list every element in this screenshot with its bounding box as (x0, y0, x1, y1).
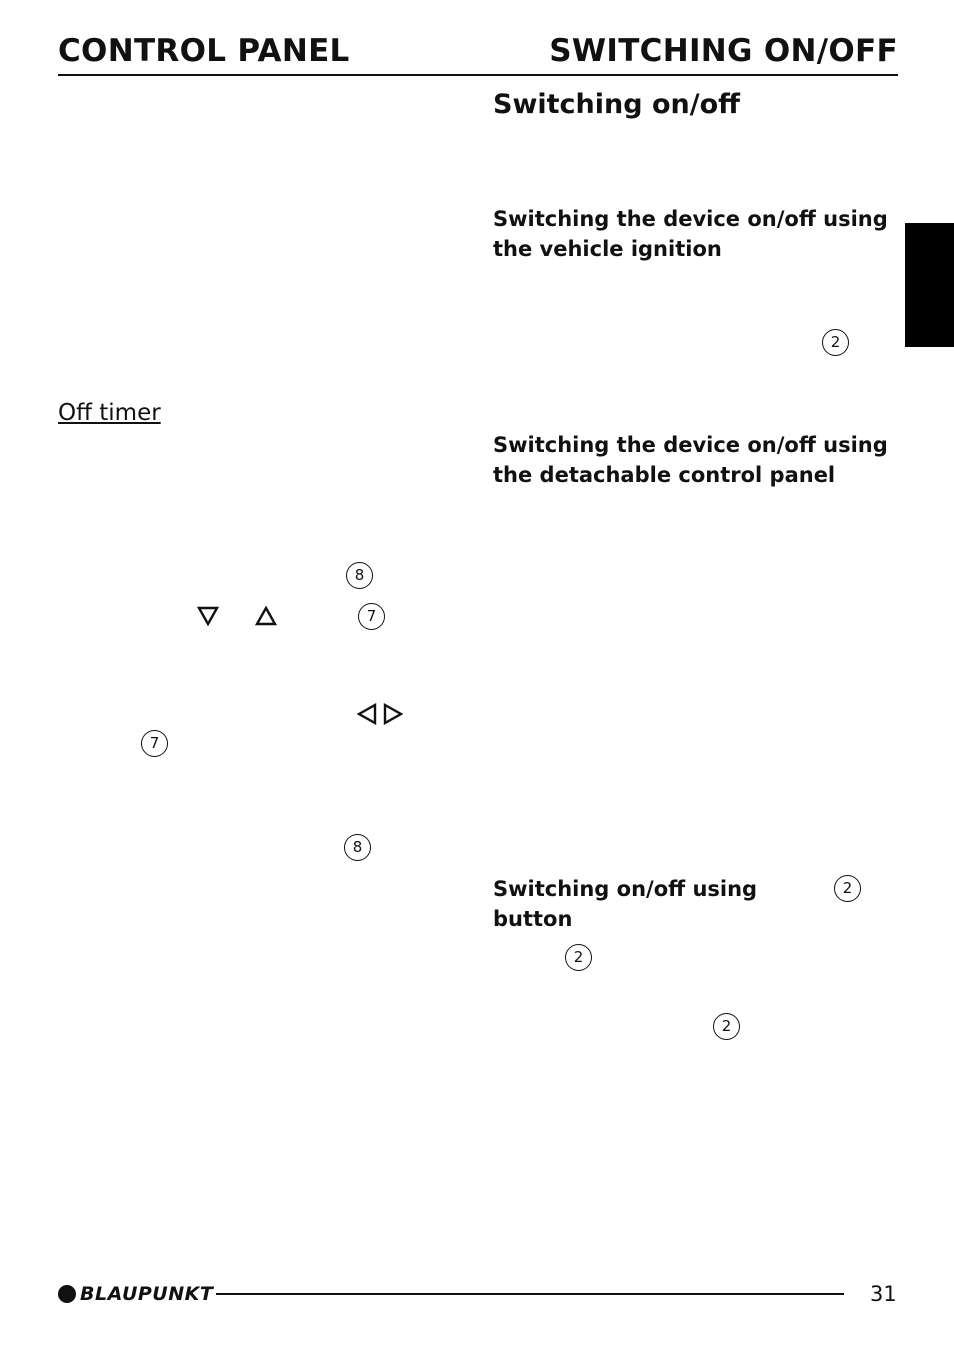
section-tab (905, 223, 954, 347)
triangle-left-icon (357, 703, 377, 725)
header-right-title: SWITCHING ON/OFF (549, 33, 898, 69)
brand-logo (58, 1282, 213, 1306)
footer-rule (216, 1293, 844, 1295)
control-panel-heading: Switching the device on/off using the detachable control panel (493, 433, 888, 487)
triangle-down-icon (197, 606, 219, 626)
button-marker-8: 8 (346, 562, 373, 589)
triangle-right-icon (383, 703, 403, 725)
button-marker-8: 8 (344, 834, 371, 861)
button-marker-2: 2 (834, 875, 861, 902)
header-rule (58, 74, 898, 76)
button-heading: Switching on/off using button (493, 877, 758, 931)
button-marker-7: 7 (358, 603, 385, 630)
off-timer-heading: Off timer (58, 400, 161, 426)
ignition-heading: Switching the device on/off using the vehicle ignition (493, 207, 888, 261)
logo-dot-icon (58, 1285, 76, 1303)
button-marker-2: 2 (822, 329, 849, 356)
page-number: 31 (870, 1282, 897, 1306)
switching-on-off-heading: Switching on/off (493, 89, 741, 120)
button-marker-2: 2 (565, 944, 592, 971)
button-marker-7: 7 (141, 730, 168, 757)
header-left-title: CONTROL PANEL (58, 33, 350, 69)
triangle-up-icon (255, 606, 277, 626)
brand-name: BLAUPUNKT (80, 1283, 214, 1305)
button-marker-2: 2 (713, 1013, 740, 1040)
